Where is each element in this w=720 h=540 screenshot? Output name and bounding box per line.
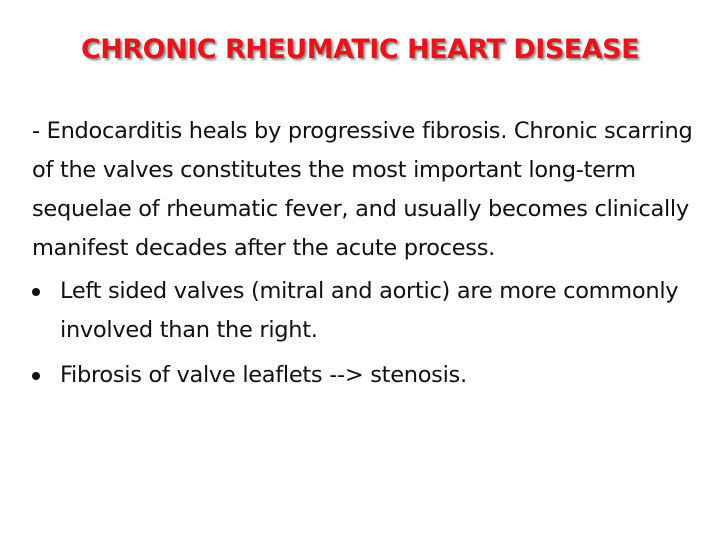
bullet-icon (32, 372, 40, 380)
intro-paragraph: - Endocarditis heals by progressive fibrosis. Chronic scarring of the valves constitutes the most important long-term sequelae of rheumatic fever, and usually becomes clinically manifest decades after the acute process. (32, 118, 693, 261)
bullet-item (32, 272, 702, 350)
bullet-text: Fibrosis of valve leaflets --> stenosis. (60, 362, 467, 388)
bullet-icon (32, 288, 40, 296)
bullet-list (32, 272, 702, 395)
slide-title: CHRONIC RHEUMATIC HEART DISEASE (80, 34, 640, 65)
bullet-text: Left sided valves (mitral and aortic) are more commonly involved than the right. (60, 278, 679, 343)
slide-body (32, 112, 702, 401)
bullet-item (32, 356, 702, 395)
